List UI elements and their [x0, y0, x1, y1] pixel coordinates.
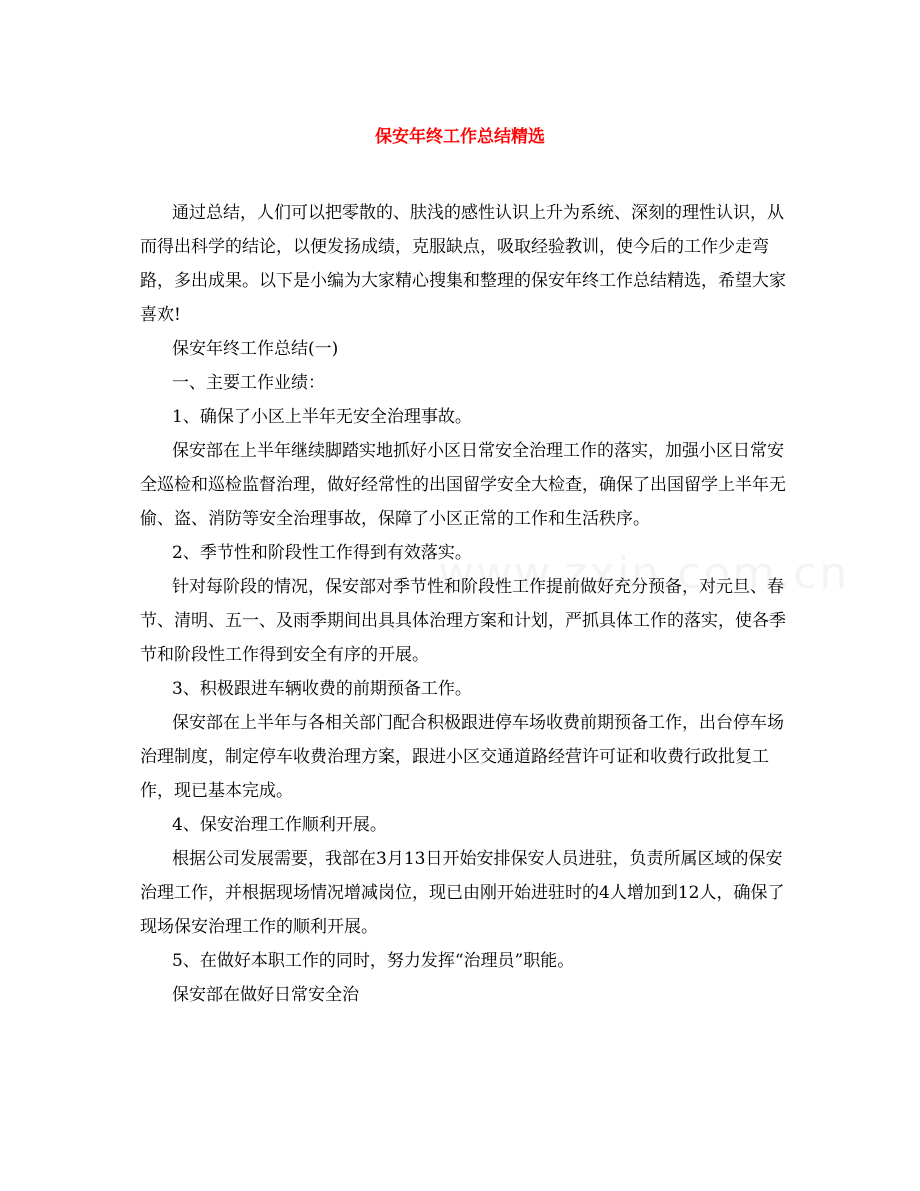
paragraph-intro: 通过总结，人们可以把零散的、肤浅的感性认识上升为系统、深刻的理性认识，从而得出科学的结论，以便发扬成绩，克服缺点，吸取经验教训，使今后的工作少走弯路，多出成果。以下是小编为大家精心搜集和整理的保安年终工作总结精选，希望大家喜欢!: [140, 203, 786, 325]
paragraph-item-2-body: 针对每阶段的情况，保安部对季节性和阶段性工作提前做好充分预备，对元旦、春节、清明、五一、及雨季期间出具具体治理方案和计划，严抓具体工作的落实，使各季节和阶段性工作得到安全有序的开展。: [140, 577, 786, 665]
document-body: [140, 196, 786, 1012]
paragraph-item-4-heading: 4、保安治理工作顺利开展。: [172, 815, 387, 835]
paragraph-item-3-body: 保安部在上半年与各相关部门配合积极跟进停车场收费前期预备工作，出台停车场治理制度，制定停车收费治理方案，跟进小区交通道路经营许可证和收费行政批复工作，现已基本完成。: [140, 713, 784, 801]
paragraph-item-5-heading: 5、在做好本职工作的同时，努力发挥“治理员”职能。: [172, 951, 575, 971]
paragraph-item-1-body: 保安部在上半年继续脚踏实地抓好小区日常安全治理工作的落实，加强小区日常安全巡检和巡检监督治理，做好经常性的出国留学安全大检查，确保了出国留学上半年无偷、盗、消防等安全治理事故，保障了小区正常的工作和生活秩序。: [140, 441, 786, 529]
paragraph-section-heading: 保安年终工作总结(一): [172, 339, 339, 359]
paragraph-item-5-body: 保安部在做好日常安全治: [172, 985, 359, 1005]
document-title: 保安年终工作总结精选: [375, 127, 545, 147]
paragraph-item-3-heading: 3、积极跟进车辆收费的前期预备工作。: [172, 679, 472, 699]
paragraph-item-2-heading: 2、季节性和阶段性工作得到有效落实。: [172, 543, 472, 563]
paragraph-item-4-body: 根据公司发展需要，我部在3月13日开始安排保安人员进驻，负责所属区域的保安治理工作，并根据现场情况增减岗位，现已由刚开始进驻时的4人增加到12人，确保了现场保安治理工作的顺利开展。: [140, 849, 785, 937]
paragraph-subheading: 一、主要工作业绩：: [172, 373, 325, 393]
paragraph-item-1-heading: 1、确保了小区上半年无安全治理事故。: [172, 407, 472, 427]
